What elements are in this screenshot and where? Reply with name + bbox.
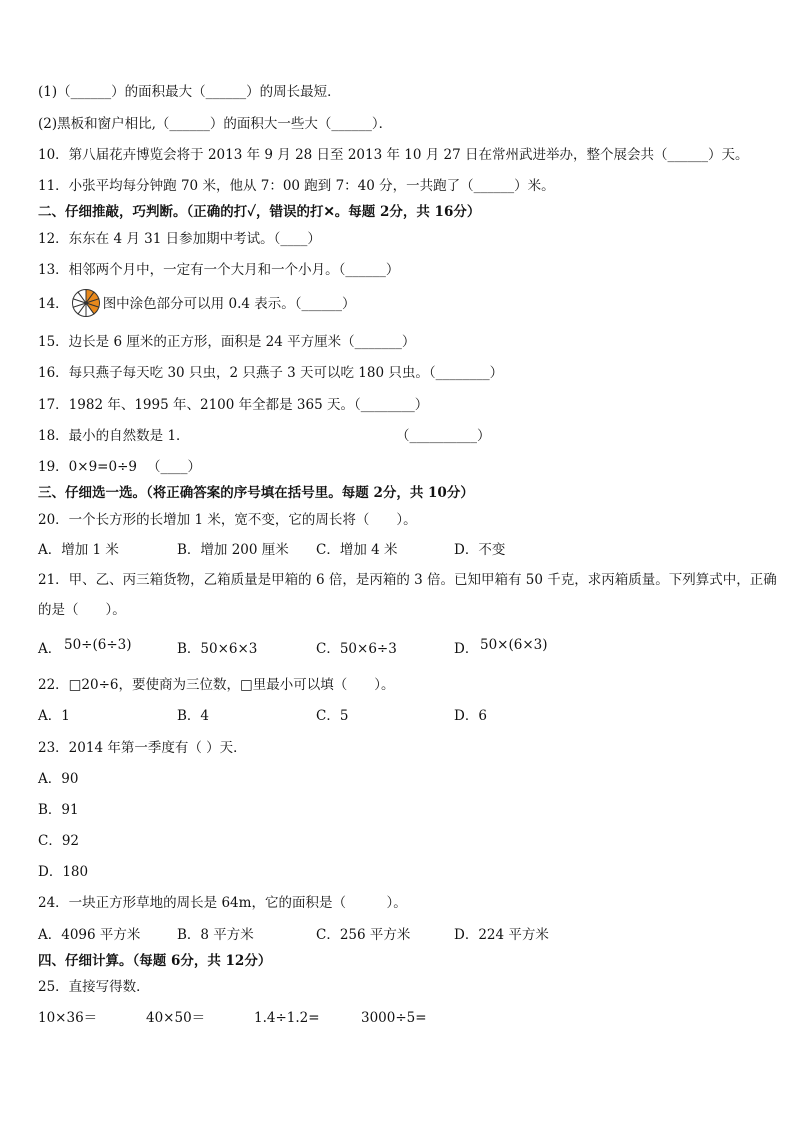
question-17: 17．1982 年、1995 年、2100 年全都是 365 天。（________） — [38, 397, 429, 413]
q24-option-c: C．256 平方米 — [316, 927, 411, 943]
q22-option-d: D．6 — [454, 708, 487, 724]
q21-option-a-label: A． — [38, 641, 62, 657]
q21-option-b: B．50×6×3 — [177, 641, 258, 657]
question-20: 20．一个长方形的长增加 1 米，宽不变，它的周长将（ ）。 — [38, 512, 417, 528]
section-3-heading: 三、仔细选一选。（将正确答案的序号填在括号里。每题 2分，共 10分） — [38, 485, 474, 501]
q23-option-b: B．91 — [38, 802, 79, 818]
question-18-blank: （__________） — [396, 428, 491, 444]
question-line-2: (2)黑板和窗户相比,（______）的面积大一些大（______）． — [38, 116, 393, 132]
question-23: 23．2014 年第一季度有（ ）天． — [38, 740, 247, 756]
q21-option-a-expr: 50÷(6÷3) — [64, 637, 132, 653]
q21-option-d-label: D． — [454, 641, 479, 657]
pie-chart-icon — [71, 288, 101, 318]
question-16: 16．每只燕子每天吃 30 只虫，2 只燕子 3 天可以吃 180 只虫。（________） — [38, 365, 504, 381]
q25-item-4: 3000÷5= — [361, 1010, 427, 1026]
section-4-heading: 四、仔细计算。（每题 6分，共 12分） — [38, 953, 272, 969]
q22-option-c: C．5 — [316, 708, 349, 724]
question-24: 24．一块正方形草地的周长是 64m，它的面积是（ ）。 — [38, 895, 407, 911]
q25-item-3: 1.4÷1.2= — [254, 1010, 320, 1026]
question-13: 13．相邻两个月中，一定有一个大月和一个小月。（______） — [38, 262, 400, 278]
q23-option-c: C．92 — [38, 833, 80, 849]
q23-option-a: A．90 — [38, 771, 79, 787]
question-11: 11．小张平均每分钟跑 70 米，他从 7：00 跑到 7：40 分，一共跑了（______）米。 — [38, 178, 555, 194]
question-line-1: (1)（______）的面积最大（______）的周长最短． — [38, 84, 341, 100]
question-25: 25．直接写得数． — [38, 979, 150, 995]
question-12: 12．东东在 4 月 31 日参加期中考试。（____） — [38, 231, 321, 247]
question-19: 19．0×9=0÷9 — [38, 459, 137, 475]
q22-option-b: B．4 — [177, 708, 210, 724]
question-14-number: 14． — [38, 296, 69, 312]
q24-option-b: B．8 平方米 — [177, 927, 254, 943]
question-18: 18．最小的自然数是 1． — [38, 428, 190, 444]
q25-item-2: 40×50＝ — [146, 1010, 206, 1026]
q24-option-d: D．224 平方米 — [454, 927, 549, 943]
question-21: 21．甲、乙、丙三箱货物，乙箱质量是甲箱的 6 倍，是丙箱的 3 倍。已知甲箱有 50 千克，求丙箱质量。下列算式中，正确的是（ ）。 — [38, 572, 777, 618]
question-15: 15．边长是 6 厘米的正方形，面积是 24 平方厘米（_______） — [38, 334, 416, 350]
q20-option-a: A．增加 1 米 — [38, 542, 119, 558]
q21-option-d-expr: 50×(6×3) — [480, 637, 548, 653]
q20-option-b: B．增加 200 厘米 — [177, 542, 289, 558]
question-14-text: 图中涂色部分可以用 0.4 表示。（______） — [102, 296, 356, 312]
question-19-blank: （____） — [147, 459, 201, 475]
q23-option-d: D．180 — [38, 864, 89, 880]
q22-option-a: A．1 — [38, 708, 70, 724]
q20-option-d: D．不变 — [454, 542, 506, 558]
q24-option-a: A．4096 平方米 — [38, 927, 141, 943]
q21-option-c: C．50×6÷3 — [316, 641, 397, 657]
question-22: 22．□20÷6，要使商为三位数，□里最小可以填（ ）。 — [38, 677, 395, 693]
q20-option-c: C．增加 4 米 — [316, 542, 398, 558]
section-2-heading: 二、仔细推敲，巧判断。（正确的打✓，错误的打✕。每题 2分，共 16分） — [38, 204, 481, 220]
question-14 — [38, 289, 356, 320]
question-10: 10．第八届花卉博览会将于 2013 年 9 月 28 日至 2013 年 10 月 27 日在常州武进举办，整个展会共（______）天。 — [38, 147, 749, 163]
q25-item-1: 10×36＝ — [38, 1010, 98, 1026]
